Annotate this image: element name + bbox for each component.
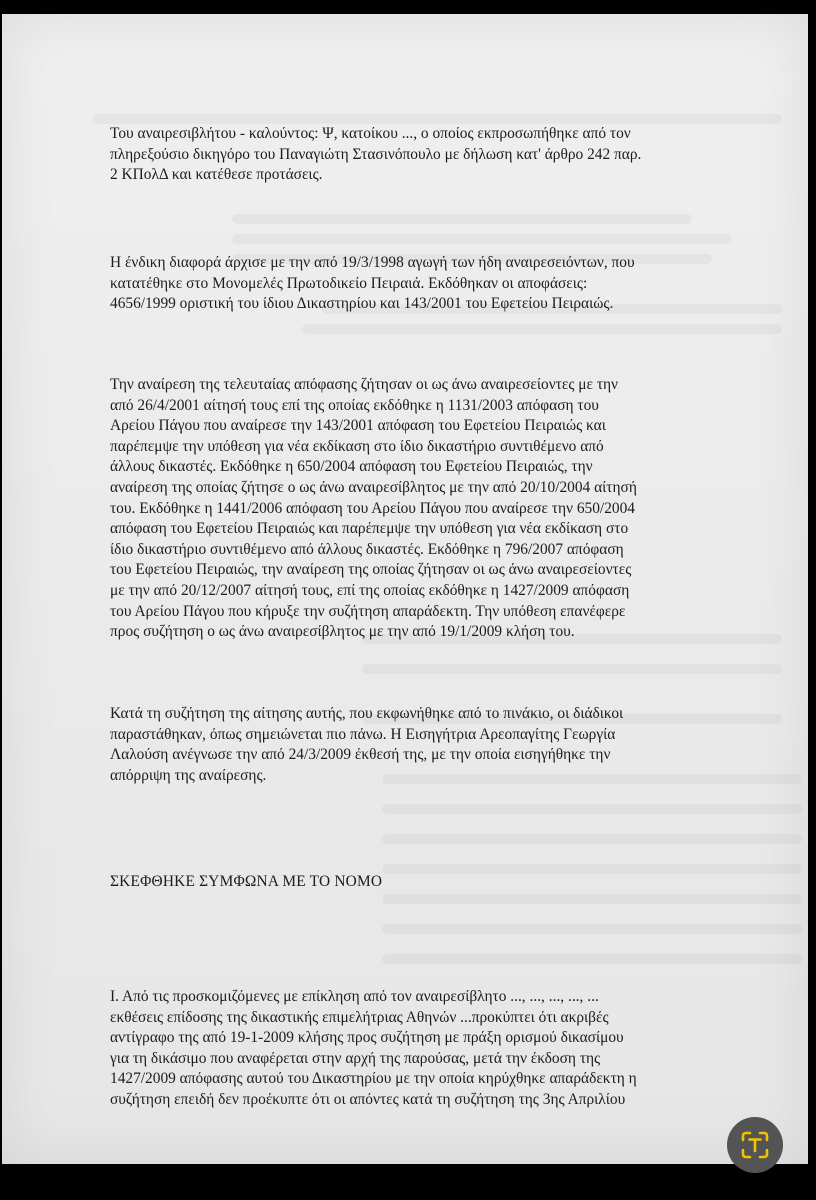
text-line: παραστάθηκαν, όπως σημειώνεται πιο πάνω. Η Εισηγήτρια Αρεοπαγίτης Γεωργία [110, 725, 616, 743]
text-line: Την αναίρεση της τελευταίας απόφασης ζήτησαν οι ως άνω αναιρεσείοντες με την [110, 376, 619, 393]
text-line: απόρριψη της αναίρεσης. [110, 766, 267, 784]
text-line: εκθέσεις επίδοσης της δικαστικής επιμελήτριας Αθηνών ...προκύπτει ότι ακριβές [110, 1008, 609, 1026]
text-line: Αρείου Πάγου που αναίρεσε την 143/2001 απόφαση του Εφετείου Πειραιώς και [110, 417, 606, 435]
bleed-through-line [382, 834, 802, 844]
text-line: Η ένδικη διαφορά άρχισε με την από 19/3/1998 αγωγή των ήδη αναιρεσειόντων, που [110, 254, 635, 271]
text-line: 4656/1999 οριστική του ίδιου Δικαστηρίου και 143/2001 του Εφετείου Πειραιώς. [110, 295, 614, 313]
paragraph-reasoning [110, 987, 637, 1111]
text-line: αναίρεση της οποίας ζήτησε ο ως άνω αναιρεσίβλητος με την από 20/10/2004 αίτησή [110, 478, 637, 496]
paragraph-respondent [110, 124, 641, 186]
document-page [2, 14, 808, 1164]
text-line: Λαλούση ανέγνωσε την από 24/3/2009 έκθεσή της, με την οποία εισηγήθηκε την [110, 746, 611, 764]
text-line: άλλους δικαστές. Εκδόθηκε η 650/2004 απόφαση του Εφετείου Πειραιώς, την [110, 458, 593, 476]
text-line: με την από 20/12/2007 αίτησή τους, επί της οποίας εκδόθηκε η 1427/2009 απόφαση [110, 581, 630, 599]
section-heading: ΣΚΕΦΘΗΚΕ ΣΥΜΦΩΝΑ ΜΕ ΤΟ ΝΟΜΟ [110, 873, 383, 890]
text-line: του Αρείου Πάγου που κήρυξε την συζήτηση απαράδεκτη. Την υπόθεση επανέφερε [110, 602, 626, 620]
text-line: Κατά τη συζήτηση της αίτησης αυτής, που εκφωνήθηκε από το πινάκιο, οι διάδικοι [110, 705, 624, 722]
text-scan-button[interactable] [727, 1117, 783, 1173]
text-line: του. Εκδόθηκε η 1441/2006 απόφαση του Αρείου Πάγου που αναίρεσε την 650/2004 [110, 499, 635, 517]
text-line: παρέπεμψε την υπόθεση για νέα εκδίκαση στο ίδιο δικαστήριο συντιθέμενο από [110, 437, 604, 455]
text-line: 1427/2009 απόφασης αυτού του Δικαστηρίου με την οποία κηρύχθηκε απαράδεκτη η [110, 1070, 637, 1088]
bleed-through-line [232, 234, 732, 244]
paragraph-hearing [110, 704, 623, 786]
text-line: κατατέθηκε στο Μονομελές Πρωτοδικείο Πειραιά. Εκδόθηκαν οι αποφάσεις: [110, 274, 588, 292]
paragraph-case-history [110, 253, 635, 315]
text-line: αντίγραφο της από 19-1-2009 κλήσης προς συζήτηση με πράξη ορισμού δικασίμου [110, 1029, 624, 1047]
text-line: του Εφετείου Πειραιώς, την αναίρεση της οποίας ζήτησαν οι ως άνω αναιρεσείοντες [110, 561, 632, 579]
text-scan-icon [740, 1130, 770, 1160]
bleed-through-line [382, 864, 802, 874]
text-line: Του αναιρεσιβλήτου - καλούντος: Ψ, κατοίκου ..., ο οποίος εκπροσωπήθηκε από τον [110, 125, 631, 142]
text-line: από 26/4/2001 αίτησή τους επί της οποίας εκδόθηκε η 1131/2003 απόφαση του [110, 396, 599, 414]
bleed-through-line [382, 804, 802, 814]
text-line: πληρεξούσιο δικηγόρο του Παναγιώτη Στασινόπουλο με δήλωση κατ' άρθρο 242 παρ. [110, 145, 642, 163]
bleed-through-line [382, 894, 802, 904]
bleed-through-line [92, 114, 782, 124]
text-line: 2 ΚΠολΔ και κατέθεσε προτάσεις. [110, 166, 323, 184]
bleed-through-line [302, 324, 782, 334]
text-line: Ι. Από τις προσκομιζόμενες με επίκληση από τον αναιρεσίβλητο ..., ..., ..., ..., ... [110, 988, 599, 1005]
text-line: απόφαση του Εφετείου Πειραιώς και παρέπεμψε την υπόθεση για νέα εκδίκαση στο [110, 520, 629, 538]
text-line: συζήτηση επειδή δεν προέκυπτε ότι οι απόντες κατά τη συζήτηση της 3ης Απριλίου [110, 1090, 626, 1108]
bleed-through-line [362, 664, 782, 674]
text-line: προς συζήτηση ο ως άνω αναιρεσίβλητος με την από 19/1/2009 κλήση του. [110, 623, 575, 641]
paragraph-appeals [110, 375, 637, 643]
bleed-through-line [232, 214, 692, 224]
bleed-through-line [382, 954, 802, 964]
bleed-through-line [382, 924, 802, 934]
text-line: ίδιο δικαστήριο συντιθέμενο από άλλους δικαστές. Εκδόθηκε η 796/2007 απόφαση [110, 540, 624, 558]
text-line: για τη δικάσιμο που αναφέρεται στην αρχή της παρούσας, μετά την έκδοση της [110, 1049, 601, 1067]
